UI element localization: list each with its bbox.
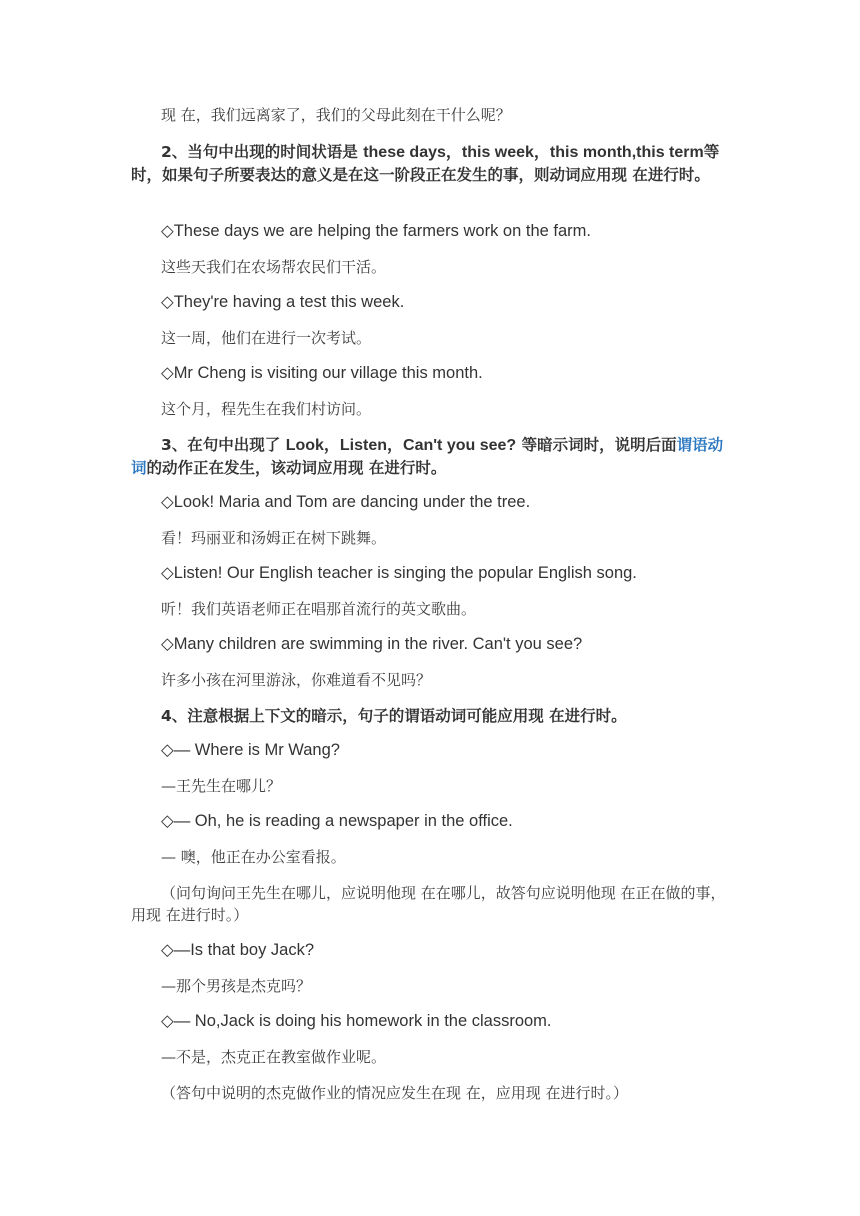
example-10-zh: —不是，杰克正在教室做作业呢。 xyxy=(161,1048,387,1066)
example-3-en: ◇Mr Cheng is visiting our village this month. xyxy=(161,364,483,382)
section-3-heading-part-d: 的动作正在发生，该动词应用现 在进行时。 xyxy=(146,459,447,477)
section-3-heading xyxy=(131,434,731,479)
example-9-zh: —那个男孩是杰克吗？ xyxy=(161,977,312,995)
example-1-en: ◇These days we are helping the farmers work on the farm. xyxy=(161,222,591,240)
section-3-heading-part-c: 等暗示词时，说明后面 xyxy=(516,436,677,454)
example-6-zh: 许多小孩在河里游泳，你难道看不见吗？ xyxy=(161,671,432,689)
example-5-zh: 听！我们英语老师正在唱那首流行的英文歌曲。 xyxy=(161,600,477,618)
note-2 xyxy=(131,1082,731,1104)
example-3-zh: 这个月，程先生在我们村访问。 xyxy=(161,400,372,418)
section-4-heading xyxy=(131,705,731,727)
example-4-en: ◇Look! Maria and Tom are dancing under the tree. xyxy=(161,493,531,511)
note-1 xyxy=(131,882,731,926)
example-9-en: ◇—Is that boy Jack? xyxy=(161,941,315,959)
predicate-verb-link[interactable]: 谓语动词 xyxy=(131,436,724,477)
example-2-zh: 这一周，他们在进行一次考试。 xyxy=(161,329,372,347)
example-2-en: ◇They're having a test this week. xyxy=(161,293,405,311)
note-2-text: （答句中说明的杰克做作业的情况应发生在现 在，应用现 在进行时。） xyxy=(161,1084,629,1102)
example-7-en: ◇— Where is Mr Wang? xyxy=(161,741,340,759)
section-2-heading xyxy=(131,141,731,186)
intro-text: 现 在，我们远离家了，我们的父母此刻在干什么呢？ xyxy=(161,106,511,124)
section-2-heading-part-b: these days，this week，this month,this term xyxy=(363,144,704,161)
example-5-en: ◇Listen! Our English teacher is singing the popular English song. xyxy=(161,564,637,582)
example-8-en: ◇— Oh, he is reading a newspaper in the office. xyxy=(161,812,513,830)
section-3-heading-part-a: 3、在句中出现了 xyxy=(161,436,286,454)
note-1-text: （问句询问王先生在哪儿，应说明他现 在在哪儿，故答句应说明他现 在正在做的事，用现 在进行时。） xyxy=(131,884,726,924)
section-3-heading-part-b: Look，Listen，Can't you see? xyxy=(285,437,517,454)
section-2-heading-part-c: 等时，如果句子所要表达的意义是在这一阶段正在发生的事，则动词应用现 在进行时。 xyxy=(131,143,720,184)
example-6-en: ◇Many children are swimming in the river. Can't you see? xyxy=(161,635,583,653)
example-4-zh: 看！玛丽亚和汤姆正在树下跳舞。 xyxy=(161,529,387,547)
example-10-en: ◇— No,Jack is doing his homework in the classroom. xyxy=(161,1012,552,1030)
example-8-zh: — 噢，他正在办公室看报。 xyxy=(161,848,346,866)
example-1-zh: 这些天我们在农场帮农民们干活。 xyxy=(161,258,387,276)
section-2-heading-part-a: 2、当句中出现的时间状语是 xyxy=(161,143,364,161)
example-7-zh: —王先生在哪儿？ xyxy=(161,777,282,795)
section-4-heading-text: 4、注意根据上下文的暗示，句子的谓语动词可能应用现 在进行时。 xyxy=(161,707,627,725)
